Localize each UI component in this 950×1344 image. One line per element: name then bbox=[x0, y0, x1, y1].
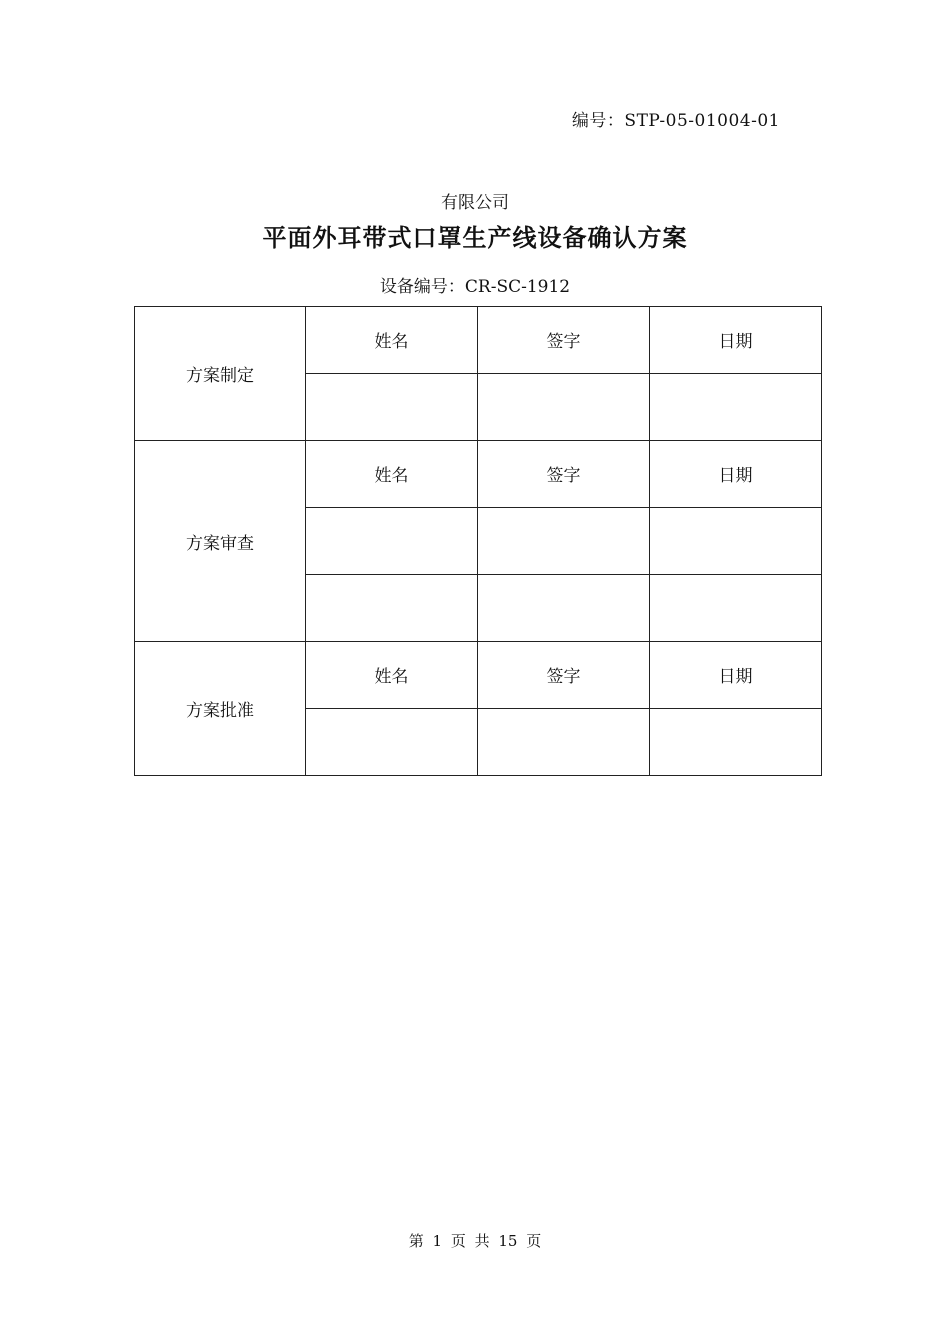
page-footer: 第 1 页 共 15 页 bbox=[408, 1232, 542, 1250]
table-row bbox=[135, 441, 822, 508]
signature-cell[interactable] bbox=[478, 709, 650, 776]
table-row bbox=[135, 642, 822, 709]
document-number: 编号：STP-05-01004-01 bbox=[571, 111, 780, 131]
column-header-name: 姓名 bbox=[306, 307, 478, 374]
column-header-date: 日期 bbox=[650, 307, 822, 374]
company-name: 有限公司 bbox=[441, 193, 509, 213]
date-cell[interactable] bbox=[650, 575, 822, 642]
date-cell[interactable] bbox=[650, 508, 822, 575]
section-label-approve: 方案批准 bbox=[135, 642, 306, 776]
signature-table bbox=[134, 306, 822, 776]
name-cell[interactable] bbox=[306, 374, 478, 441]
section-label-formulate: 方案制定 bbox=[135, 307, 306, 441]
column-header-name: 姓名 bbox=[306, 642, 478, 709]
date-cell[interactable] bbox=[650, 709, 822, 776]
column-header-date: 日期 bbox=[650, 642, 822, 709]
name-cell[interactable] bbox=[306, 709, 478, 776]
column-header-date: 日期 bbox=[650, 441, 822, 508]
column-header-name: 姓名 bbox=[306, 441, 478, 508]
equipment-number: 设备编号：CR-SC-1912 bbox=[379, 277, 571, 297]
section-label-review: 方案审查 bbox=[135, 441, 306, 642]
document-title: 平面外耳带式口罩生产线设备确认方案 bbox=[262, 223, 688, 252]
date-cell[interactable] bbox=[650, 374, 822, 441]
name-cell[interactable] bbox=[306, 508, 478, 575]
signature-cell[interactable] bbox=[478, 374, 650, 441]
column-header-signature: 签字 bbox=[478, 642, 650, 709]
signature-cell[interactable] bbox=[478, 575, 650, 642]
signature-cell[interactable] bbox=[478, 508, 650, 575]
column-header-signature: 签字 bbox=[478, 307, 650, 374]
table-row bbox=[135, 307, 822, 374]
column-header-signature: 签字 bbox=[478, 441, 650, 508]
name-cell[interactable] bbox=[306, 575, 478, 642]
